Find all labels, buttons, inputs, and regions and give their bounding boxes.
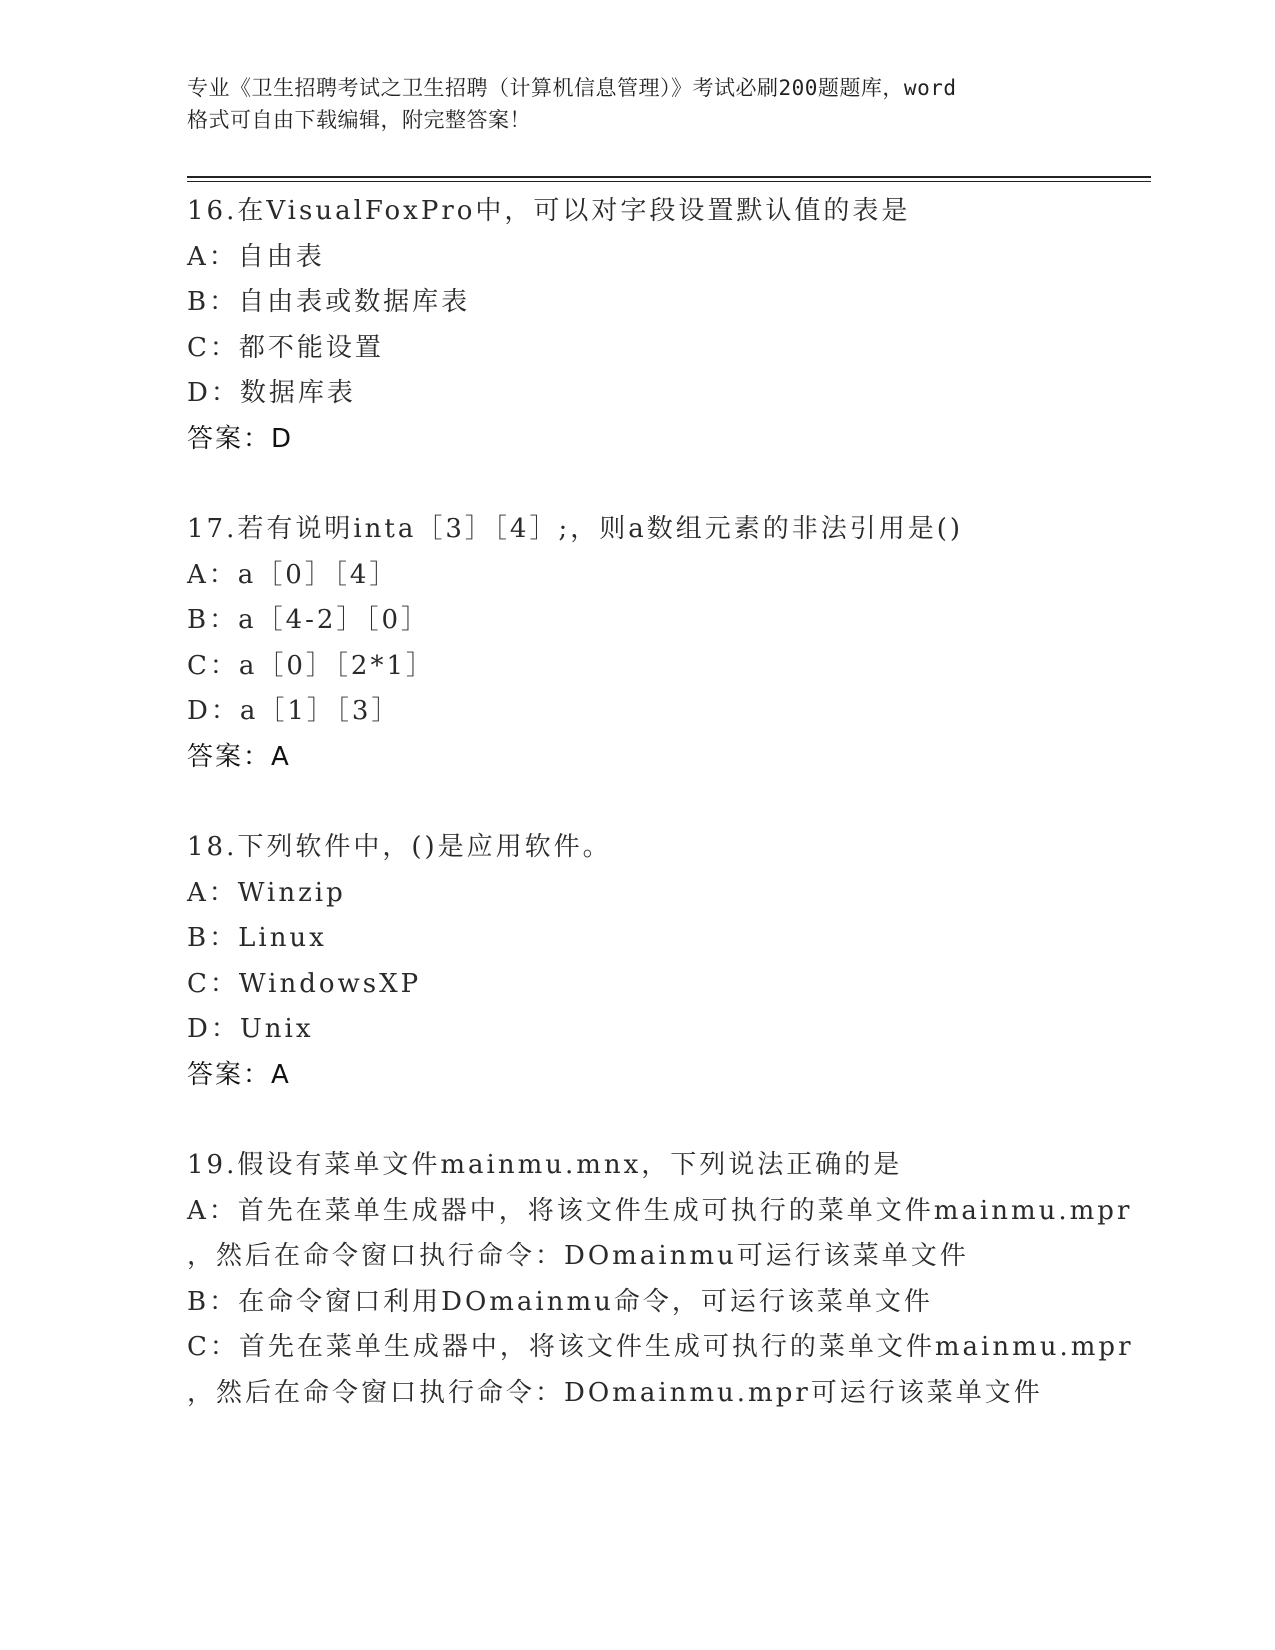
option-a: A：自由表 [187,241,325,272]
header-line-1: 专业《卫生招聘考试之卫生招聘（计算机信息管理）》考试必刷200题题库，word [187,76,957,100]
option-b: B：a［4-2］［0］ [187,605,431,635]
question-stem: 19.假设有菜单文件mainmu.mnx，下列说法正确的是 [187,1150,903,1180]
header-divider-thin [187,181,1151,182]
question-stem: 17.若有说明inta［3］［4］;，则a数组元素的非法引用是() [187,514,963,544]
question-19 [187,1143,1147,1416]
header-divider-thick [187,176,1151,178]
option-c: C：WindowsXP [187,968,422,999]
option-d: D：a［1］［3］ [187,696,401,726]
option-d: D：Unix [187,1014,314,1044]
question-list [187,189,1147,1461]
answer-label: 答案：D [187,423,294,454]
option-b: B：自由表或数据库表 [187,287,471,317]
option-a: A：首先在菜单生成器中，将该文件生成可执行的菜单文件mainmu.mpr [187,1195,1133,1226]
answer-label: 答案：A [187,741,291,772]
answer-label: 答案：A [187,1059,291,1090]
option-c: C：a［0］［2*1］ [187,650,436,681]
option-a-continued: ，然后在命令窗口执行命令：DOmainmu可运行该菜单文件 [187,1241,969,1271]
question-stem: 18.下列软件中，()是应用软件。 [187,832,612,862]
option-c-continued: ，然后在命令窗口执行命令：DOmainmu.mpr可运行该菜单文件 [187,1377,1043,1408]
option-a: A：Winzip [187,877,346,908]
option-b: B：在命令窗口利用DOmainmu命令，可运行该菜单文件 [187,1286,933,1317]
option-c: C：都不能设置 [187,332,384,363]
option-a: A：a［0］［4］ [187,559,399,590]
question-16 [187,189,1147,462]
document-header [187,72,1087,136]
question-17 [187,507,1147,780]
option-c: C：首先在菜单生成器中，将该文件生成可执行的菜单文件mainmu.mpr [187,1332,1134,1362]
option-d: D：数据库表 [187,378,356,408]
question-stem: 16.在VisualFoxPro中，可以对字段设置默认值的表是 [187,196,911,226]
option-b: B：Linux [187,923,327,953]
header-line-2: 格式可自由下载编辑，附完整答案！ [187,108,531,132]
question-18 [187,825,1147,1098]
